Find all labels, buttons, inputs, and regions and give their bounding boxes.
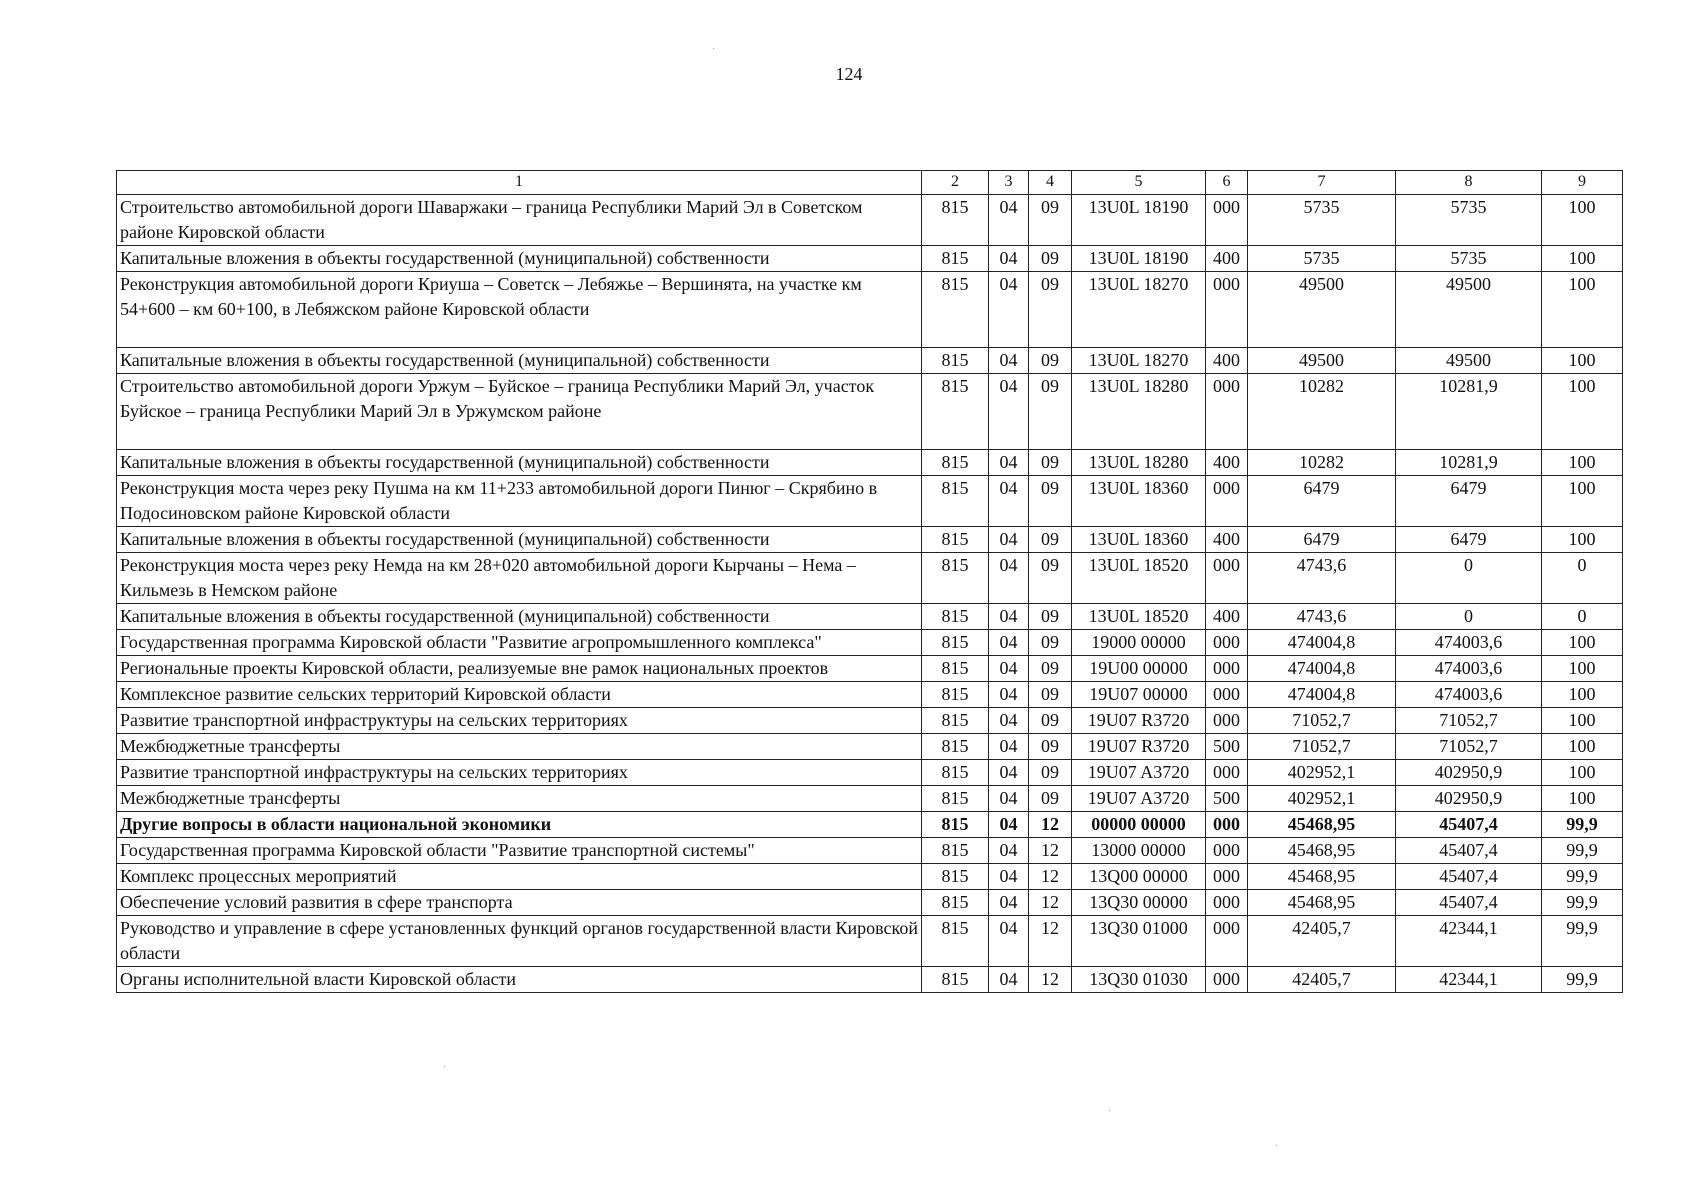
table-cell: 10281,9: [1396, 450, 1542, 476]
table-cell: 000: [1206, 812, 1248, 838]
table-cell: 815: [922, 838, 989, 864]
table-cell: 09: [1029, 604, 1072, 630]
table-row: [117, 760, 1623, 786]
table-cell: 04: [989, 374, 1029, 450]
scan-speck: ·: [1275, 1141, 1279, 1152]
table-cell: 09: [1029, 553, 1072, 604]
table-cell: 45468,95: [1248, 812, 1396, 838]
table-cell: 04: [989, 450, 1029, 476]
table-cell: 815: [922, 348, 989, 374]
table-cell: 04: [989, 630, 1029, 656]
row-label-cell: Руководство и управление в сфере установленных функций органов государственной власти Кировской области: [117, 916, 922, 967]
table-cell: 09: [1029, 246, 1072, 272]
page-number: 124: [835, 64, 863, 84]
table-cell: 12: [1029, 864, 1072, 890]
table-cell: 09: [1029, 708, 1072, 734]
table-cell: 45407,4: [1396, 812, 1542, 838]
table-cell: 815: [922, 527, 989, 553]
table-cell: 000: [1206, 708, 1248, 734]
table-cell: 100: [1542, 272, 1623, 348]
row-label-cell: Капитальные вложения в объекты государственной (муниципальной) собственности: [117, 604, 922, 630]
table-cell: 000: [1206, 656, 1248, 682]
table-row: [117, 890, 1623, 916]
table-cell: 100: [1542, 246, 1623, 272]
table-cell: 19U00 00000: [1072, 656, 1206, 682]
table-row: [117, 864, 1623, 890]
table-cell: 815: [922, 916, 989, 967]
table-cell: 5735: [1396, 195, 1542, 246]
table-cell: 815: [922, 890, 989, 916]
table-cell: 09: [1029, 527, 1072, 553]
table-cell: 04: [989, 864, 1029, 890]
scan-speck: ·: [712, 44, 716, 55]
table-cell: 19U07 00000: [1072, 682, 1206, 708]
table-cell: 000: [1206, 864, 1248, 890]
table-row: [117, 967, 1623, 993]
table-cell: 09: [1029, 450, 1072, 476]
table-cell: 000: [1206, 553, 1248, 604]
table-cell: 6479: [1396, 527, 1542, 553]
table-cell: 500: [1206, 786, 1248, 812]
table-cell: 815: [922, 967, 989, 993]
table-row: [117, 272, 1623, 348]
table-cell: 09: [1029, 374, 1072, 450]
table-cell: 000: [1206, 374, 1248, 450]
table-cell: 13U0L 18190: [1072, 195, 1206, 246]
table-row: [117, 604, 1623, 630]
table-cell: 13U0L 18280: [1072, 374, 1206, 450]
column-header: 8: [1396, 171, 1542, 195]
table-cell: 12: [1029, 812, 1072, 838]
table-cell: 000: [1206, 272, 1248, 348]
column-header: 5: [1072, 171, 1206, 195]
table-cell: 04: [989, 527, 1029, 553]
table-cell: 45468,95: [1248, 838, 1396, 864]
table-cell: 45407,4: [1396, 890, 1542, 916]
table-cell: 474004,8: [1248, 682, 1396, 708]
table-cell: 19000 00000: [1072, 630, 1206, 656]
table-cell: 400: [1206, 604, 1248, 630]
table-cell: 0: [1396, 553, 1542, 604]
table-cell: 400: [1206, 450, 1248, 476]
table-cell: 100: [1542, 450, 1623, 476]
table-cell: 04: [989, 812, 1029, 838]
table-cell: 100: [1542, 527, 1623, 553]
table-cell: 6479: [1248, 476, 1396, 527]
table-cell: 13Q30 01030: [1072, 967, 1206, 993]
table-cell: 815: [922, 682, 989, 708]
table-cell: 815: [922, 656, 989, 682]
table-cell: 402952,1: [1248, 760, 1396, 786]
table-row: [117, 708, 1623, 734]
table-cell: 815: [922, 786, 989, 812]
table-cell: 71052,7: [1396, 708, 1542, 734]
table-row: [117, 630, 1623, 656]
table-cell: 49500: [1396, 348, 1542, 374]
row-label-cell: Обеспечение условий развития в сфере транспорта: [117, 890, 922, 916]
table-row: [117, 348, 1623, 374]
row-label-cell: Развитие транспортной инфраструктуры на сельских территориях: [117, 708, 922, 734]
table-cell: 04: [989, 838, 1029, 864]
table-cell: 04: [989, 476, 1029, 527]
table-cell: 000: [1206, 890, 1248, 916]
table-cell: 400: [1206, 527, 1248, 553]
table-cell: 04: [989, 708, 1029, 734]
table-cell: 12: [1029, 890, 1072, 916]
table-cell: 04: [989, 786, 1029, 812]
table-cell: 402952,1: [1248, 786, 1396, 812]
table-cell: 19U07 R3720: [1072, 734, 1206, 760]
table-cell: 815: [922, 272, 989, 348]
table-cell: 42405,7: [1248, 967, 1396, 993]
table-cell: 815: [922, 630, 989, 656]
table-cell: 13U0L 18280: [1072, 450, 1206, 476]
table-cell: 04: [989, 734, 1029, 760]
table-row: [117, 734, 1623, 760]
table-row: [117, 195, 1623, 246]
table-cell: 04: [989, 246, 1029, 272]
table-cell: 12: [1029, 838, 1072, 864]
table-cell: 12: [1029, 916, 1072, 967]
table-cell: 4743,6: [1248, 553, 1396, 604]
table-cell: 815: [922, 246, 989, 272]
table-cell: 6479: [1248, 527, 1396, 553]
row-label-cell: Капитальные вложения в объекты государственной (муниципальной) собственности: [117, 246, 922, 272]
table-cell: 815: [922, 864, 989, 890]
table-cell: 0: [1542, 553, 1623, 604]
table-cell: 42344,1: [1396, 916, 1542, 967]
scan-speck: ·: [1108, 1106, 1112, 1117]
table-cell: 09: [1029, 760, 1072, 786]
table-cell: 04: [989, 916, 1029, 967]
table-cell: 19U07 A3720: [1072, 786, 1206, 812]
table-row: [117, 374, 1623, 450]
table-cell: 19U07 R3720: [1072, 708, 1206, 734]
table-cell: 13U0L 18360: [1072, 527, 1206, 553]
table-cell: 100: [1542, 786, 1623, 812]
table-cell: 474003,6: [1396, 630, 1542, 656]
table-cell: 09: [1029, 348, 1072, 374]
table-cell: 000: [1206, 967, 1248, 993]
table-cell: 5735: [1248, 246, 1396, 272]
table-cell: 71052,7: [1396, 734, 1542, 760]
table-cell: 04: [989, 272, 1029, 348]
row-label-cell: Реконструкция автомобильной дороги Криуша – Советск – Лебяжье – Вершинята, на участке км 54+600 – км 60+100, в Лебяжском районе Кировской области: [117, 272, 922, 348]
row-label-cell: Государственная программа Кировской области "Развитие транспортной системы": [117, 838, 922, 864]
table-cell: 5735: [1248, 195, 1396, 246]
table-cell: 99,9: [1542, 916, 1623, 967]
budget-table: [116, 170, 1623, 993]
table-row: [117, 246, 1623, 272]
column-header: 6: [1206, 171, 1248, 195]
table-cell: 13Q30 00000: [1072, 890, 1206, 916]
table-cell: 13U0L 18270: [1072, 348, 1206, 374]
table-cell: 0: [1396, 604, 1542, 630]
table-row: [117, 450, 1623, 476]
row-label-cell: Капитальные вложения в объекты государственной (муниципальной) собственности: [117, 527, 922, 553]
table-cell: 04: [989, 195, 1029, 246]
row-label-cell: Региональные проекты Кировской области, реализуемые вне рамок национальных проектов: [117, 656, 922, 682]
table-cell: 815: [922, 760, 989, 786]
table-cell: 09: [1029, 630, 1072, 656]
scan-speck: ·: [443, 1062, 447, 1073]
table-cell: 99,9: [1542, 838, 1623, 864]
table-cell: 13U0L 18190: [1072, 246, 1206, 272]
row-label-cell: Капитальные вложения в объекты государственной (муниципальной) собственности: [117, 348, 922, 374]
table-cell: 09: [1029, 786, 1072, 812]
table-cell: 49500: [1248, 348, 1396, 374]
table-cell: 45468,95: [1248, 890, 1396, 916]
header-row: [117, 171, 1623, 195]
table-cell: 100: [1542, 195, 1623, 246]
table-cell: 815: [922, 450, 989, 476]
table-cell: 815: [922, 553, 989, 604]
table-cell: 13Q30 01000: [1072, 916, 1206, 967]
row-label-cell: Реконструкция моста через реку Пушма на км 11+233 автомобильной дороги Пинюг – Скрябино в Подосиновском районе Кировской области: [117, 476, 922, 527]
table-cell: 04: [989, 656, 1029, 682]
table-cell: 000: [1206, 916, 1248, 967]
table-cell: 815: [922, 604, 989, 630]
table-cell: 100: [1542, 760, 1623, 786]
table-cell: 000: [1206, 760, 1248, 786]
table-cell: 474004,8: [1248, 656, 1396, 682]
table-cell: 45468,95: [1248, 864, 1396, 890]
table-cell: 474003,6: [1396, 656, 1542, 682]
table-cell: 71052,7: [1248, 708, 1396, 734]
table-cell: 04: [989, 760, 1029, 786]
table-row: [117, 527, 1623, 553]
table-cell: 13U0L 18520: [1072, 604, 1206, 630]
table-cell: 0: [1542, 604, 1623, 630]
table-cell: 100: [1542, 630, 1623, 656]
row-label-cell: Капитальные вложения в объекты государственной (муниципальной) собственности: [117, 450, 922, 476]
table-row: [117, 682, 1623, 708]
table-cell: 400: [1206, 246, 1248, 272]
table-cell: 815: [922, 708, 989, 734]
table-cell: 10282: [1248, 374, 1396, 450]
table-row: [117, 786, 1623, 812]
table-cell: 100: [1542, 708, 1623, 734]
row-label-cell: Комплекс процессных мероприятий: [117, 864, 922, 890]
table-cell: 474003,6: [1396, 682, 1542, 708]
table-cell: 71052,7: [1248, 734, 1396, 760]
table-cell: 000: [1206, 630, 1248, 656]
table-cell: 49500: [1248, 272, 1396, 348]
table-cell: 100: [1542, 348, 1623, 374]
table-row: [117, 838, 1623, 864]
table-cell: 500: [1206, 734, 1248, 760]
table-cell: 000: [1206, 682, 1248, 708]
column-header: 4: [1029, 171, 1072, 195]
table-cell: 04: [989, 604, 1029, 630]
table-row: [117, 916, 1623, 967]
table-cell: 402950,9: [1396, 786, 1542, 812]
table-cell: 04: [989, 682, 1029, 708]
table-cell: 13000 00000: [1072, 838, 1206, 864]
table-cell: 000: [1206, 195, 1248, 246]
table-cell: 04: [989, 967, 1029, 993]
table-cell: 815: [922, 476, 989, 527]
table-cell: 6479: [1396, 476, 1542, 527]
table-cell: 45407,4: [1396, 864, 1542, 890]
table-cell: 10282: [1248, 450, 1396, 476]
table-cell: 100: [1542, 374, 1623, 450]
table-cell: 04: [989, 348, 1029, 374]
table-cell: 815: [922, 734, 989, 760]
table-cell: 400: [1206, 348, 1248, 374]
table-cell: 13U0L 18360: [1072, 476, 1206, 527]
table-cell: 100: [1542, 682, 1623, 708]
table-cell: 000: [1206, 838, 1248, 864]
table-cell: 100: [1542, 476, 1623, 527]
row-label-cell: Комплексное развитие сельских территорий Кировской области: [117, 682, 922, 708]
column-header: 2: [922, 171, 989, 195]
table-cell: 09: [1029, 272, 1072, 348]
table-cell: 815: [922, 195, 989, 246]
column-header: 3: [989, 171, 1029, 195]
table-cell: 100: [1542, 734, 1623, 760]
table-cell: 09: [1029, 682, 1072, 708]
table-cell: 99,9: [1542, 864, 1623, 890]
table-cell: 99,9: [1542, 812, 1623, 838]
table-row: [117, 812, 1623, 838]
table-cell: 000: [1206, 476, 1248, 527]
table-cell: 4743,6: [1248, 604, 1396, 630]
table-cell: 13Q00 00000: [1072, 864, 1206, 890]
row-label-cell: Межбюджетные трансферты: [117, 786, 922, 812]
row-label-cell: Строительство автомобильной дороги Шаваржаки – граница Республики Марий Эл в Советском районе Кировской области: [117, 195, 922, 246]
table-cell: 09: [1029, 195, 1072, 246]
table-cell: 09: [1029, 476, 1072, 527]
table-cell: 10281,9: [1396, 374, 1542, 450]
row-label-cell: Органы исполнительной власти Кировской области: [117, 967, 922, 993]
table-cell: 49500: [1396, 272, 1542, 348]
table-cell: 100: [1542, 656, 1623, 682]
table-cell: 474004,8: [1248, 630, 1396, 656]
table-cell: 13U0L 18270: [1072, 272, 1206, 348]
table-cell: 815: [922, 812, 989, 838]
table-cell: 13U0L 18520: [1072, 553, 1206, 604]
table-cell: 99,9: [1542, 967, 1623, 993]
table-cell: 00000 00000: [1072, 812, 1206, 838]
table-body: [117, 195, 1623, 993]
table-row: [117, 553, 1623, 604]
table-cell: 815: [922, 374, 989, 450]
row-label-cell: Развитие транспортной инфраструктуры на сельских территориях: [117, 760, 922, 786]
table-cell: 99,9: [1542, 890, 1623, 916]
table-cell: 04: [989, 553, 1029, 604]
row-label-cell: Реконструкция моста через реку Немда на км 28+020 автомобильной дороги Кырчаны – Нема – Кильмезь в Немском районе: [117, 553, 922, 604]
table-cell: 42405,7: [1248, 916, 1396, 967]
column-header: 9: [1542, 171, 1623, 195]
table-cell: 04: [989, 890, 1029, 916]
row-label-cell: Государственная программа Кировской области "Развитие агропромышленного комплекса": [117, 630, 922, 656]
table-cell: 12: [1029, 967, 1072, 993]
table-cell: 09: [1029, 734, 1072, 760]
table-row: [117, 656, 1623, 682]
row-label-cell: Другие вопросы в области национальной экономики: [117, 812, 922, 838]
table-cell: 45407,4: [1396, 838, 1542, 864]
table-row: [117, 476, 1623, 527]
table-cell: 5735: [1396, 246, 1542, 272]
table-cell: 19U07 A3720: [1072, 760, 1206, 786]
table-cell: 09: [1029, 656, 1072, 682]
row-label-cell: Строительство автомобильной дороги Уржум – Буйское – граница Республики Марий Эл, участок Буйское – граница Республики Марий Эл в Уржумском районе: [117, 374, 922, 450]
column-header: 1: [117, 171, 922, 195]
column-header: 7: [1248, 171, 1396, 195]
table-cell: 402950,9: [1396, 760, 1542, 786]
table-cell: 42344,1: [1396, 967, 1542, 993]
row-label-cell: Межбюджетные трансферты: [117, 734, 922, 760]
